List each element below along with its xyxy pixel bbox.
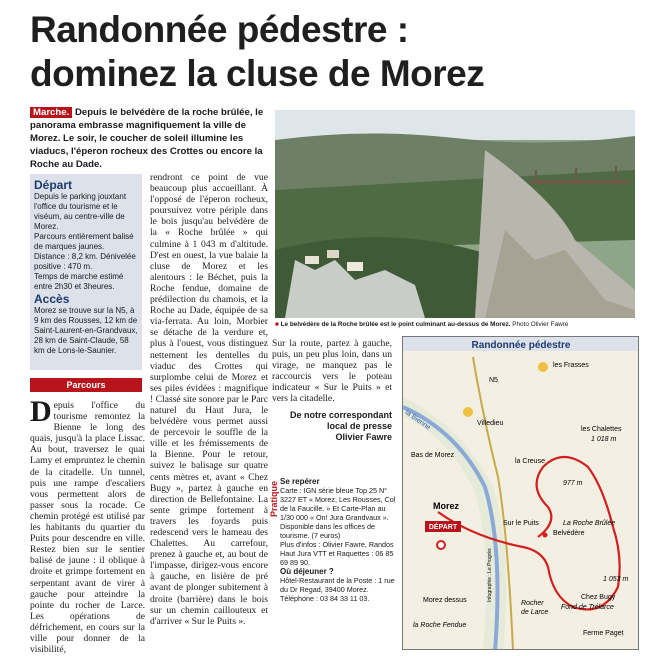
landscape-photo (275, 110, 635, 318)
map-belvedere: Belvédère (553, 530, 585, 537)
parcours-heading: Parcours (30, 378, 142, 392)
pratique-h1: Se repérer (280, 477, 320, 486)
map-rocher: Rocher (521, 600, 544, 607)
map-basmorez: Bas de Morez (411, 452, 455, 459)
pratique-t2: Plus d'infos : Olivier Fawre, Randos Haut Jura VTT et Raquettes : 06 85 69 89 90. (280, 540, 394, 567)
map-creuse: la Creuse (515, 458, 545, 465)
body-column-2: rendront ce point de vue beaucoup plus accueillant. À l'opposé de l'éperon rocheux, poursuivez votre périple dans le bois jusqu'au belvédère de la « Roche brûlée » qui culmine à 1 043 m d'altitude. D'est en ouest, la vue balaie la cluse de Morez et les alentours : le Béchet, puis la Roche fendue, domaine de prédilection du chamois, et la Roche au Dade, équipée de sa via-ferrata. Au loin, Morbier se détache de la verdure et, plus à l'ouest, vous distinguez nettement les dentelles du viaduc des Crottes qui surplombe celui de Morez et ses piles évidées : magnifique ! Classé site sonore par le Parc naturel du Haut Jura, le belvédère vous permet aussi de percevoir le souffle de la ville et les frémissements de la Bienne. Pour le retour, suivez le balisage sur quatre cents mètres et, avant « Chez Bugy », partez à gauche en direction de Bellefontaine. La sente grimpe fortement à travers les foyards puis redescend vers le hameau des Chalettes. Au carrefour, prenez à gauche et, au bout de l'impasse, dirigez-vous encore à gauche, en lisière de pré avant de plonger subitement à droite (barrière) dans le bois sur un chemin caillouteux et d'arriver « Sur le Puits ». (150, 172, 268, 627)
caption-text: Le belvédère de la Roche brûlée est le point culminant au-dessus de Morez. (280, 321, 511, 328)
col1-text: epuis l'office du tourisme remontez la Bienne le long des quais, jusqu'à la place Lissac. Au bout, traversez le quai Lamy et empruntez le chemin de la citadelle. Un tunnel, puis une rampe d'escaliers vous permettent alors de passer sous la rocade. Ce chemin protégé est utilisé par les habitants du quartier du Puits pour descendre en ville. Restez bien sur le sentier balisé de jaune : il oblique à droite et grimpe fortement en serpentant avant de virer à gauche pour atteindre la pointe du rocher de Larce. Les opérations de défrichement, en cours sur la ville pour donner de la visibilité, (30, 400, 145, 656)
photo-credit: Photo Olivier Fawre (512, 321, 569, 328)
depart-p1: Depuis le parking jouxtant l'office du tourisme et le viséum, au centre-ville de Morez. (34, 192, 127, 231)
map-svg (403, 337, 639, 650)
signature-line-2: Olivier Fawre (335, 432, 392, 442)
map-bienne: la Bienne (403, 409, 432, 432)
pratique-box (269, 477, 398, 652)
signature (272, 410, 392, 443)
map-alt1053: 1 053 m (603, 576, 629, 583)
map-chezbugy: Chez Bugy (581, 594, 616, 601)
depart-heading: Départ (34, 178, 73, 192)
map-infographie: Infographie : Le Progrès (487, 548, 493, 602)
lede-text: Depuis le belvédère de la roche brûlée, le panorama embrasse magnifiquement la ville de Morez. Le soir, le coucher de soleil illumine les viaducs, l'éperon rocheux des Crottes ou encore la Roche au Dade. (30, 107, 264, 170)
signature-line-1: De notre correspondant local de presse (289, 410, 392, 431)
body-column-1 (30, 395, 145, 656)
belvedere-marker-icon (543, 533, 548, 538)
photo-caption (275, 320, 635, 329)
lede-tag: Marche. (30, 107, 72, 118)
map-n5: N5 (489, 377, 498, 384)
acces-heading: Accès (34, 292, 70, 306)
photo-illustration (275, 110, 635, 318)
map-rochefendue: la Roche Fendue (413, 622, 467, 629)
map-villedieu: Villedieu (477, 420, 504, 427)
map-rochebrulee: La Roche Brûlée (563, 520, 616, 527)
map-fond: Fond de Trélarce (561, 604, 614, 611)
map-morez: Morez (433, 501, 460, 511)
dropcap: D (30, 395, 52, 428)
caption-square-icon: ■ (275, 321, 279, 328)
map-alt1018: 1 018 m (591, 436, 617, 443)
start-marker-icon (437, 541, 445, 549)
route-map (402, 336, 639, 650)
map-morezdessus: Morez dessus (423, 597, 467, 604)
map-alt977: 977 m (563, 480, 583, 487)
pratique-h2: Où déjeuner ? (280, 567, 334, 576)
route-line (438, 457, 620, 610)
acces-text: Morez se trouve sur la N5, à 9 km des Rousses, 12 km de Saint-Laurent-en-Grandvaux, 28 km de Saint-Claude, 58 km de Lons-le-Saunier. (34, 306, 138, 355)
villedieu-icon (463, 407, 473, 417)
depart-p3: Distance : 8,2 km. Dénivelée positive : 470 m. (34, 252, 136, 271)
map-fermepaget: Ferme Paget (583, 630, 624, 637)
headline (30, 8, 650, 96)
map-frasses: les Frasses (553, 362, 589, 369)
map-depart: DÉPART (428, 524, 458, 531)
depart-p2: Parcours entièrement balisé de marques jaunes. (34, 232, 134, 251)
pratique-label: Pratique (269, 480, 279, 517)
headline-line-2: dominez la cluse de Morez (30, 53, 485, 94)
headline-line-1: Randonnée pédestre : (30, 9, 409, 50)
map-chalettes: les Chalettes (581, 426, 622, 433)
depart-box (30, 174, 142, 370)
pratique-t1: Carte : IGN série bleue Top 25 N° 3227 ET « Morez, Les Rousses, Col de la Faucille. » Et Carte-Plan au 1/30 000 « On! Jura Grandvaux ». Disponible dans les offices de tourisme. (7 euros) (280, 486, 396, 540)
frasses-icon (538, 362, 548, 372)
lede (30, 106, 270, 171)
body-column-3: Sur la route, partez à gauche, puis, un peu plus loin, dans un virage, ne manquez pas le raccourcis vers le poteau indicateur « Sur le Puits » et vers la citadelle. (272, 338, 392, 405)
map-surpuits: Sur le Puits (503, 520, 539, 527)
pratique-t3: Hôtel-Restaurant de la Poste : 1 rue du Dr Regad, 39400 Morez. Téléphone : 03 84 33 11 03. (280, 576, 395, 603)
map-title: Randonnée pédestre (471, 340, 571, 351)
map-delarce: de Larce (521, 609, 549, 616)
depart-p4: Temps de marche estimé entre 2h30 et 3heures. (34, 272, 124, 291)
